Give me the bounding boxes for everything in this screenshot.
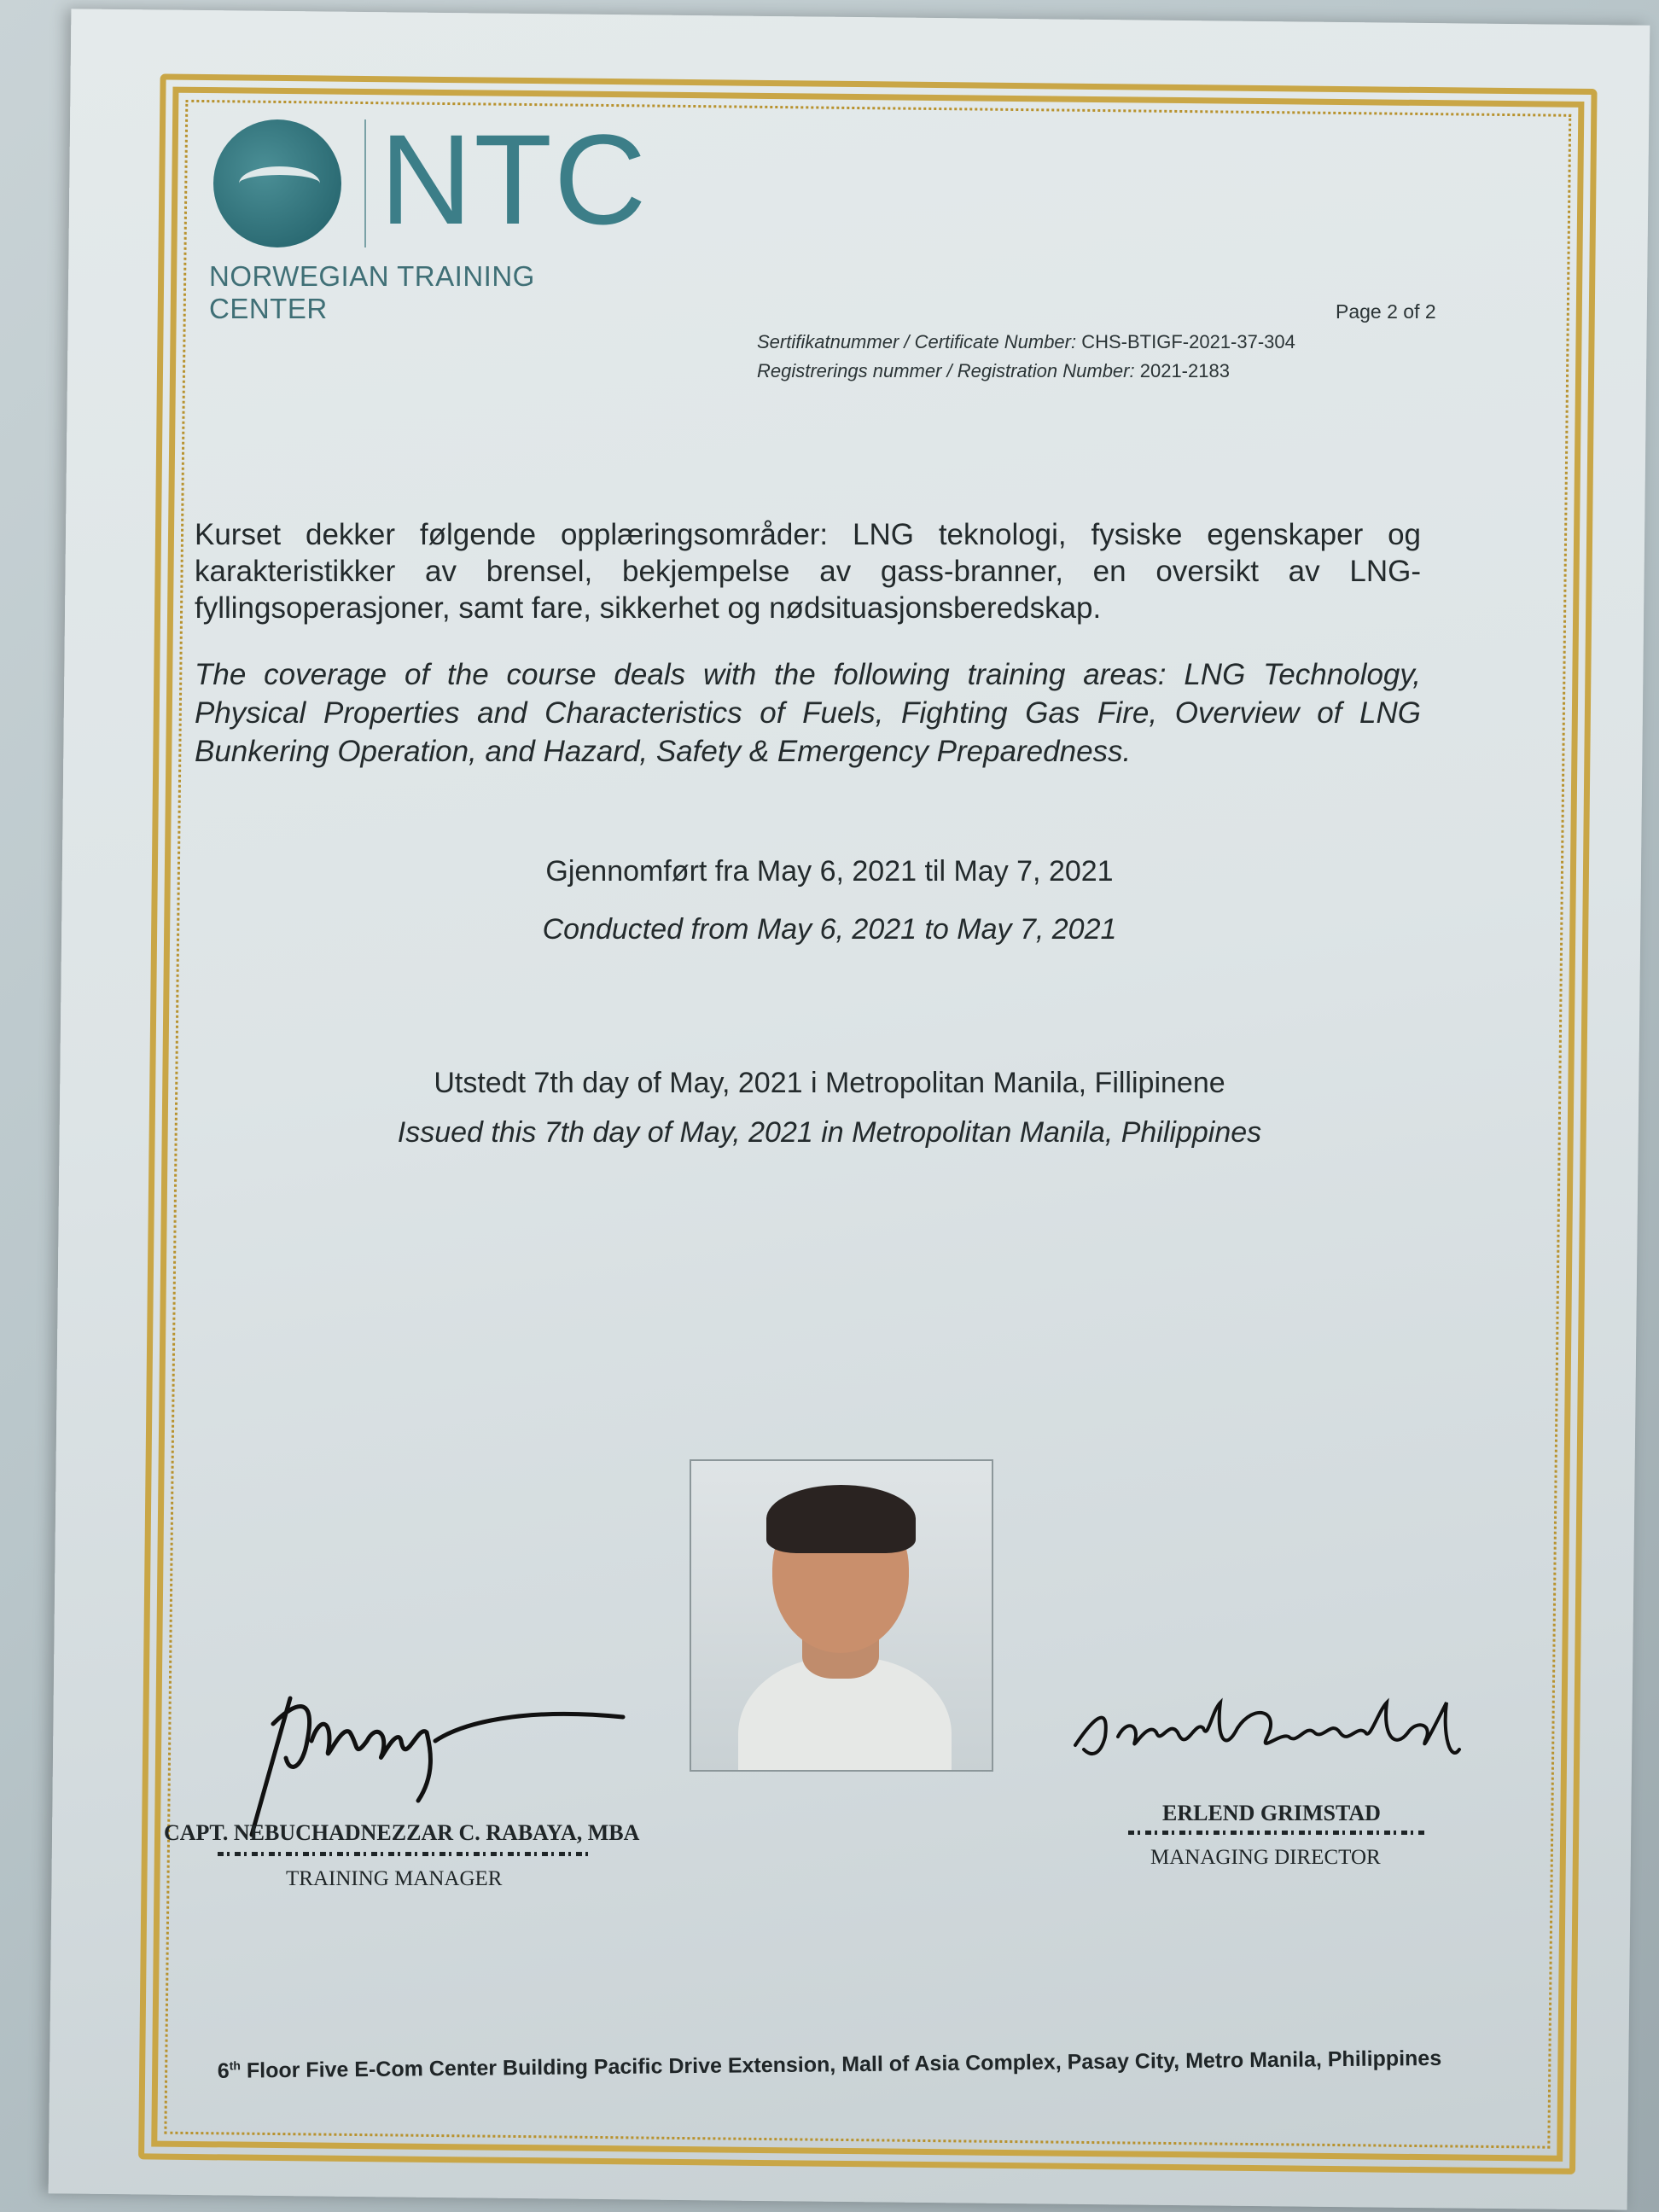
managing-director-title: MANAGING DIRECTOR — [1150, 1846, 1381, 1869]
managing-director-name: ERLEND GRIMSTAD — [1162, 1801, 1381, 1825]
training-manager-title: TRAINING MANAGER — [286, 1867, 503, 1890]
footer-floor-number: 6 — [217, 2058, 230, 2083]
logo-subtitle: NORWEGIAN TRAINING CENTER — [209, 260, 535, 324]
footer-address-text: Floor Five E-Com Center Building Pacific Drive Extension, Mall of Asia Complex, Pasay City, Metro Manila, Philippines — [240, 2046, 1442, 2083]
conducted-english: Conducted from May 6, 2021 to May 7, 2021 — [542, 913, 1117, 946]
registration-number-line — [757, 360, 1230, 382]
coverage-english: The coverage of the course deals with the following training areas: LNG Technology, Physical Properties and Characteristics of Fuels, Fighting Gas Fire, Overview of LNG Bunkering Operation, and Hazard, Safety & Emergency Preparedness. — [195, 658, 1421, 768]
conducted-norwegian: Gjennomført fra May 6, 2021 til May 7, 2021 — [545, 855, 1114, 888]
certificate-number-value: CHS-BTIGF-2021-37-304 — [1081, 331, 1295, 352]
holder-photo — [690, 1459, 993, 1772]
logo-divider — [364, 119, 366, 247]
managing-director-rule — [1128, 1831, 1427, 1835]
training-manager-signature — [239, 1673, 640, 1843]
registration-number-value: 2021-2183 — [1139, 360, 1230, 381]
certificate-number-label: Sertifikatnummer / Certificate Number: — [757, 331, 1077, 352]
training-manager-name: CAPT. NEBUCHADNEZZAR C. RABAYA, MBA — [164, 1820, 640, 1845]
issued-norwegian: Utstedt 7th day of May, 2021 i Metropolitan Manila, Fillipinene — [434, 1067, 1225, 1099]
training-manager-rule — [218, 1852, 593, 1856]
registration-number-label: Registrerings nummer / Registration Number: — [757, 360, 1135, 381]
ntc-logo — [209, 108, 653, 324]
coverage-norwegian: Kurset dekker følgende opplæringsområder: LNG teknologi, fysiske egenskaper og karakteristikker av brensel, bekjempelse av gass-branner, en oversikt av LNG-fyllingsoperasjoner, samt fare, sikkerhet og nødsituasjonsberedskap. — [195, 518, 1421, 625]
logo-brand-text: NTC — [380, 108, 649, 251]
footer-floor-suffix: th — [229, 2058, 241, 2073]
ntc-logo-emblem-icon — [213, 119, 341, 247]
certificate-number-line — [757, 331, 1295, 353]
page-number: Page 2 of 2 — [1336, 300, 1436, 323]
issued-english: Issued this 7th day of May, 2021 in Metropolitan Manila, Philippines — [397, 1116, 1262, 1149]
managing-director-signature — [1058, 1685, 1468, 1779]
